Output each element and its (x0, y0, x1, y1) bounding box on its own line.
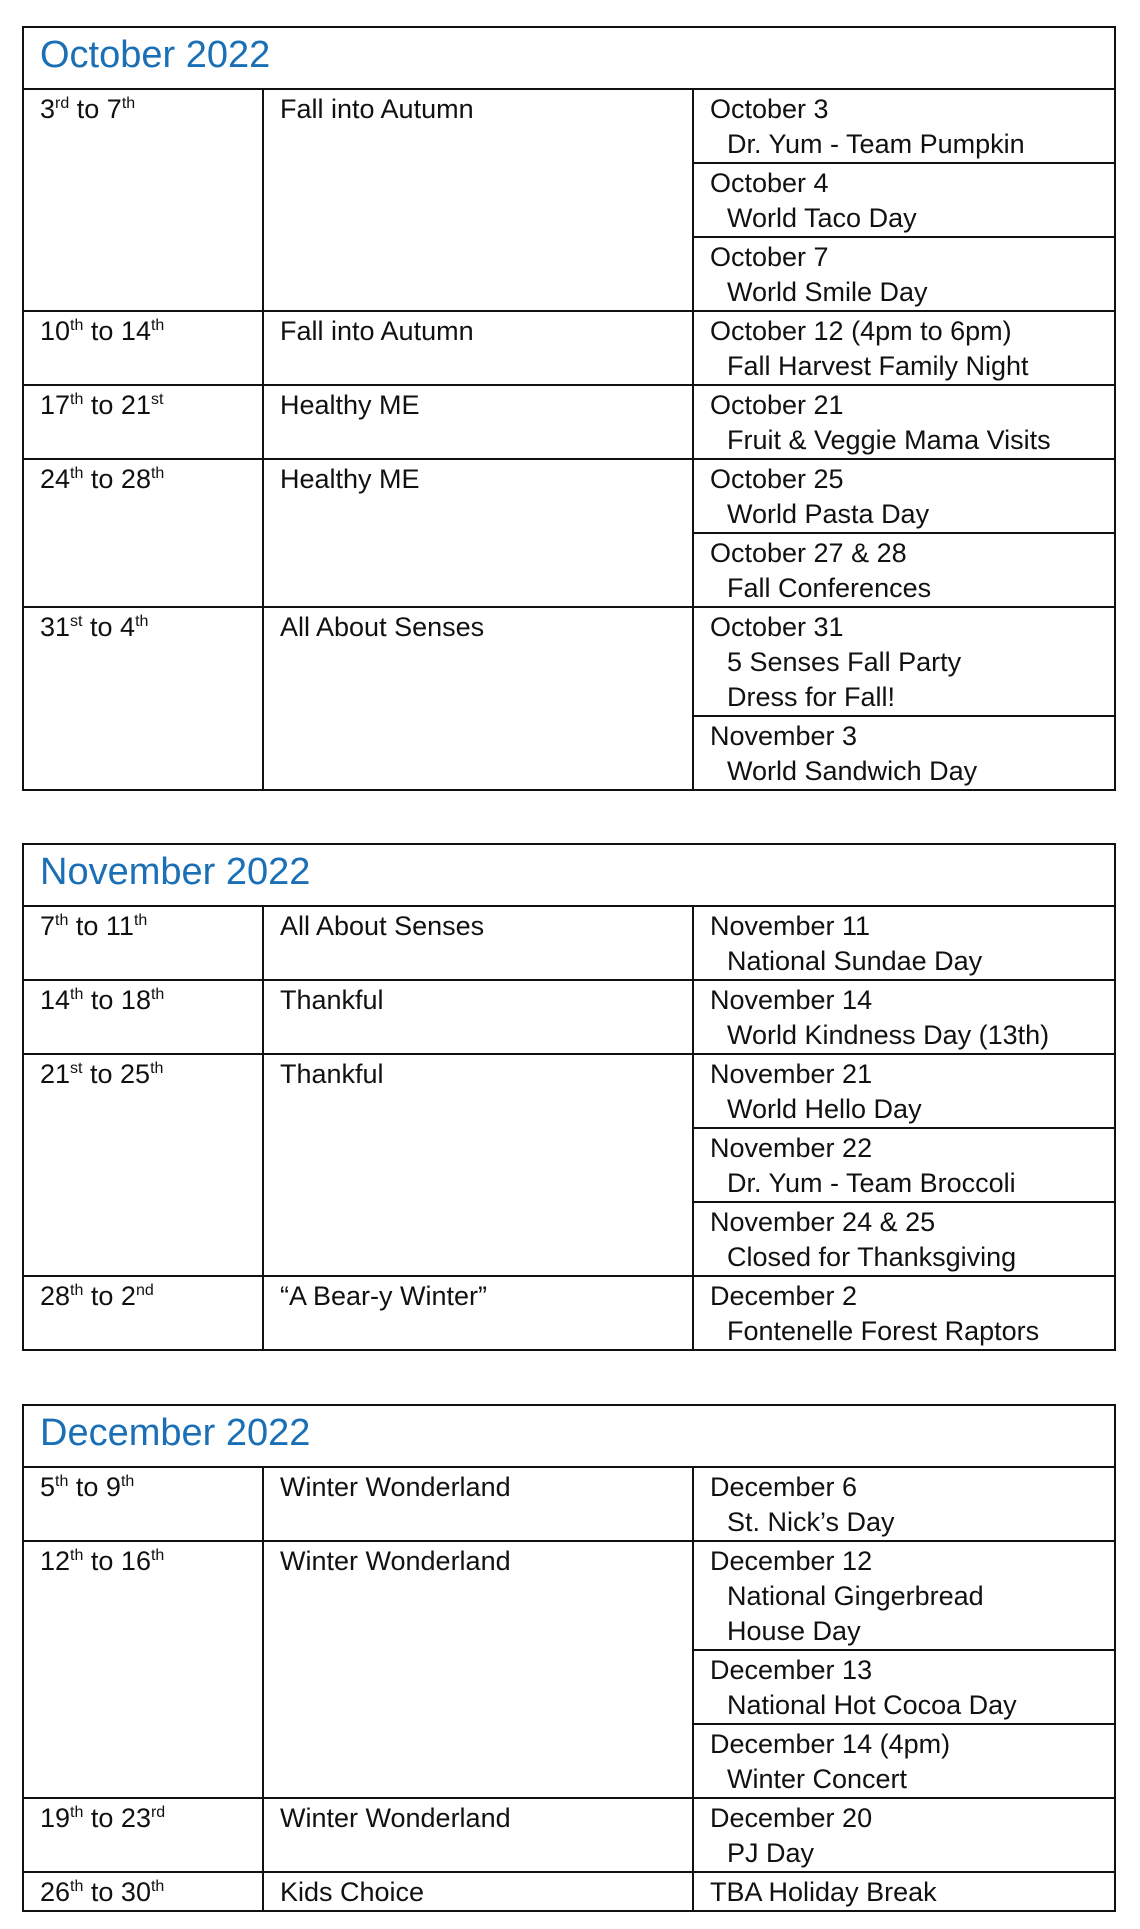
week-end: 11 (105, 911, 134, 941)
week-start-suffix: th (70, 1282, 84, 1299)
week-end-suffix: th (121, 95, 136, 112)
week-end-suffix: th (150, 1060, 164, 1077)
week-theme: Fall into Autumn (264, 312, 694, 384)
event-item (694, 1203, 1114, 1275)
week-range-separator: to (69, 94, 107, 124)
week-events (694, 1873, 1114, 1910)
event-date: October 31 (710, 612, 844, 642)
week-theme: Thankful (264, 1055, 694, 1275)
week-range-separator: to (68, 1472, 106, 1502)
week-range-separator: to (68, 911, 106, 941)
week-row (24, 460, 1114, 608)
week-start-suffix: th (70, 465, 84, 482)
week-end: 7 (106, 94, 122, 124)
event-item (694, 1651, 1114, 1725)
week-row (24, 1055, 1114, 1277)
event-date: October 4 (710, 168, 829, 198)
week-theme: Thankful (264, 981, 694, 1053)
week-row (24, 608, 1114, 789)
event-date: October 27 & 28 (710, 538, 907, 568)
week-events (694, 907, 1114, 979)
week-row (24, 1542, 1114, 1799)
week-end: 16 (120, 1546, 151, 1576)
event-description: Winter Concert (727, 1764, 908, 1794)
week-range-separator: to (83, 464, 121, 494)
event-date: TBA Holiday Break (710, 1877, 937, 1907)
week-end: 4 (120, 612, 136, 642)
week-events (694, 1799, 1114, 1871)
month-title: December 2022 (24, 1406, 1114, 1468)
week-theme: Fall into Autumn (264, 90, 694, 310)
event-description: National Sundae Day (727, 946, 983, 976)
event-item (694, 717, 1114, 789)
event-description: House Day (727, 1616, 861, 1646)
event-description: National Hot Cocoa Day (727, 1690, 1017, 1720)
event-description: Fall Harvest Family Night (727, 351, 1029, 381)
week-events (694, 608, 1114, 789)
week-row (24, 1799, 1114, 1873)
week-range (24, 312, 264, 384)
event-date: November 24 & 25 (710, 1207, 936, 1237)
event-description: World Smile Day (727, 277, 928, 307)
event-item (694, 238, 1114, 310)
week-row (24, 1468, 1114, 1542)
event-item (694, 1799, 1114, 1871)
event-description: Dr. Yum - Team Broccoli (727, 1168, 1016, 1198)
event-item (694, 907, 1114, 979)
event-date: December 20 (710, 1803, 873, 1833)
event-date: October 3 (710, 94, 829, 124)
week-events (694, 1055, 1114, 1275)
week-start-suffix: th (70, 1547, 84, 1564)
week-row (24, 312, 1114, 386)
event-description: World Pasta Day (727, 499, 930, 529)
month-title: November 2022 (24, 845, 1114, 907)
week-end: 9 (105, 1472, 121, 1502)
week-start: 28 (40, 1281, 71, 1311)
week-start: 7 (40, 911, 56, 941)
month-table (22, 26, 1116, 791)
event-description: PJ Day (727, 1838, 815, 1868)
week-range (24, 1277, 264, 1349)
week-start: 12 (40, 1546, 71, 1576)
event-description: Fontenelle Forest Raptors (727, 1316, 1040, 1346)
event-item (694, 312, 1114, 384)
week-theme: “A Bear-y Winter” (264, 1277, 694, 1349)
week-range (24, 460, 264, 606)
event-description: Dress for Fall! (727, 682, 896, 712)
event-description: Dr. Yum - Team Pumpkin (727, 129, 1025, 159)
week-start-suffix: st (70, 613, 83, 630)
week-end-suffix: nd (135, 1282, 154, 1299)
week-start: 31 (40, 612, 71, 642)
event-date: December 2 (710, 1281, 858, 1311)
event-item (694, 981, 1114, 1053)
week-start: 19 (40, 1803, 71, 1833)
month-table (22, 1404, 1116, 1912)
week-start-suffix: th (70, 1804, 84, 1821)
week-start-suffix: th (70, 1878, 84, 1895)
event-date: October 12 (4pm to 6pm) (710, 316, 1012, 346)
week-theme: Winter Wonderland (264, 1542, 694, 1797)
week-range (24, 1542, 264, 1797)
week-range (24, 1055, 264, 1275)
week-range-separator: to (82, 1059, 121, 1089)
week-range-separator: to (82, 612, 121, 642)
week-range-separator: to (83, 1803, 121, 1833)
week-start-suffix: th (55, 1473, 69, 1490)
week-start: 24 (40, 464, 71, 494)
event-date: December 14 (4pm) (710, 1729, 951, 1759)
event-description: 5 Senses Fall Party (727, 647, 962, 677)
week-theme: Winter Wonderland (264, 1468, 694, 1540)
month-table (22, 843, 1116, 1351)
week-start: 10 (40, 316, 71, 346)
event-item (694, 386, 1114, 458)
week-end: 30 (120, 1877, 151, 1907)
week-theme: Winter Wonderland (264, 1799, 694, 1871)
event-date: November 11 (710, 911, 871, 941)
week-end: 14 (120, 316, 151, 346)
week-start: 26 (40, 1877, 71, 1907)
week-end: 25 (120, 1059, 151, 1089)
week-end: 18 (120, 985, 151, 1015)
week-range (24, 608, 264, 789)
week-row (24, 1873, 1114, 1910)
week-events (694, 90, 1114, 310)
week-start: 17 (40, 390, 71, 420)
event-item (694, 1129, 1114, 1203)
week-range (24, 386, 264, 458)
week-end-suffix: th (133, 912, 148, 929)
week-events (694, 1468, 1114, 1540)
event-item (694, 534, 1114, 606)
week-end-suffix: rd (150, 1804, 166, 1821)
week-end-suffix: th (150, 986, 165, 1003)
event-description: Closed for Thanksgiving (727, 1242, 1017, 1272)
event-date: October 25 (710, 464, 844, 494)
event-item (694, 1055, 1114, 1129)
week-end-suffix: th (150, 465, 165, 482)
week-range (24, 981, 264, 1053)
week-theme: Healthy ME (264, 460, 694, 606)
week-start-suffix: th (55, 912, 69, 929)
week-theme: Healthy ME (264, 386, 694, 458)
event-description: World Sandwich Day (727, 756, 978, 786)
week-end: 21 (120, 390, 151, 420)
week-theme: All About Senses (264, 907, 694, 979)
week-row (24, 907, 1114, 981)
week-events (694, 386, 1114, 458)
week-range (24, 90, 264, 310)
event-item (694, 608, 1114, 717)
event-date: December 12 (710, 1546, 873, 1576)
event-description: St. Nick’s Day (727, 1507, 895, 1537)
week-end: 23 (120, 1803, 151, 1833)
event-date: October 21 (710, 390, 844, 420)
event-item (694, 1725, 1114, 1797)
week-range (24, 1468, 264, 1540)
event-date: November 14 (710, 985, 873, 1015)
week-start: 21 (40, 1059, 71, 1089)
week-events (694, 312, 1114, 384)
week-start: 14 (40, 985, 71, 1015)
week-start: 3 (40, 94, 56, 124)
event-description: World Kindness Day (13th) (727, 1020, 1050, 1050)
event-item (694, 1873, 1114, 1910)
week-theme: Kids Choice (264, 1873, 694, 1910)
event-description: National Gingerbread (727, 1581, 984, 1611)
week-row (24, 386, 1114, 460)
week-range (24, 907, 264, 979)
event-date: December 13 (710, 1655, 873, 1685)
event-description: World Taco Day (727, 203, 917, 233)
week-end-suffix: th (135, 613, 149, 630)
week-range (24, 1799, 264, 1871)
event-date: December 6 (710, 1472, 858, 1502)
event-item (694, 164, 1114, 238)
event-date: November 22 (710, 1133, 873, 1163)
week-range-separator: to (83, 1546, 121, 1576)
week-start: 5 (40, 1472, 56, 1502)
week-events (694, 460, 1114, 606)
event-date: November 21 (710, 1059, 873, 1089)
event-date: November 3 (710, 721, 858, 751)
event-date: October 7 (710, 242, 829, 272)
week-range-separator: to (83, 985, 121, 1015)
week-end: 28 (120, 464, 151, 494)
week-end-suffix: th (150, 1547, 165, 1564)
event-description: World Hello Day (727, 1094, 922, 1124)
week-row (24, 90, 1114, 312)
week-range-separator: to (83, 390, 121, 420)
event-description: Fruit & Veggie Mama Visits (727, 425, 1051, 455)
week-end-suffix: th (120, 1473, 135, 1490)
week-events (694, 1277, 1114, 1349)
week-start-suffix: th (70, 317, 84, 334)
week-range-separator: to (83, 316, 121, 346)
week-events (694, 981, 1114, 1053)
week-row (24, 1277, 1114, 1349)
week-range (24, 1873, 264, 1910)
event-item (694, 90, 1114, 164)
event-item (694, 1468, 1114, 1540)
week-events (694, 1542, 1114, 1797)
week-start-suffix: rd (55, 95, 70, 112)
week-range-separator: to (83, 1281, 121, 1311)
week-end-suffix: th (150, 317, 165, 334)
event-description: Fall Conferences (727, 573, 932, 603)
month-title: October 2022 (24, 28, 1114, 90)
week-start-suffix: th (70, 986, 84, 1003)
week-row (24, 981, 1114, 1055)
week-theme: All About Senses (264, 608, 694, 789)
event-item (694, 1277, 1114, 1349)
week-end-suffix: th (150, 1878, 165, 1895)
week-start-suffix: st (70, 1060, 83, 1077)
week-end-suffix: st (150, 391, 164, 408)
week-range-separator: to (83, 1877, 121, 1907)
event-item (694, 1542, 1114, 1651)
week-start-suffix: th (70, 391, 84, 408)
week-end: 2 (120, 1281, 136, 1311)
event-item (694, 460, 1114, 534)
